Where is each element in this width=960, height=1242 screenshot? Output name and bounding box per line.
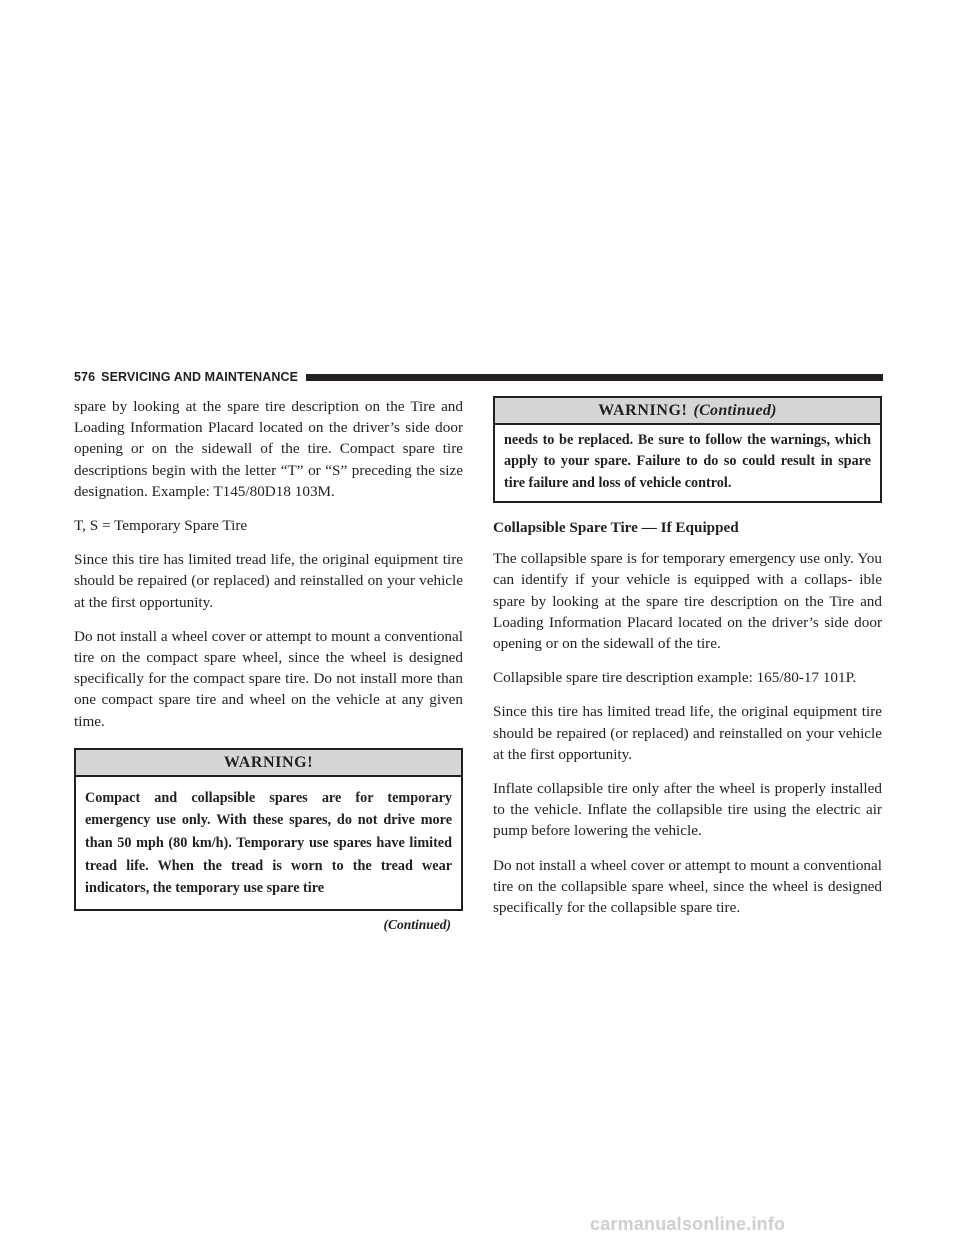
- page-header: [74, 369, 883, 385]
- section-title: SERVICING AND MAINTENANCE: [101, 370, 299, 384]
- paragraph: Collapsible spare tire description example: 165/80-17 101P.: [493, 669, 857, 687]
- section-subheading: Collapsible Spare Tire — If Equipped: [493, 519, 739, 537]
- warning-box: [74, 748, 463, 911]
- warning-title: [76, 750, 461, 777]
- paragraph: Inflate collapsible tire only after the wheel is properly installed to the vehicle. Inflate the collapsible tire using the electric air pump before lowering the vehicle.: [493, 780, 882, 840]
- header-rule: [306, 374, 883, 381]
- left-column: [74, 396, 463, 933]
- page-number: 576: [74, 370, 96, 384]
- warning-title: [495, 398, 880, 425]
- paragraph: Since this tire has limited tread life, the original equipment tire should be repaired (or replaced) and reinstalled on your vehicle at the first opportunity.: [493, 703, 882, 763]
- paragraph: Since this tire has limited tread life, the original equipment tire should be repaired (or replaced) and reinstalled on your vehicle at the first opportunity.: [74, 551, 463, 611]
- warning-title-text: WARNING!: [598, 402, 688, 419]
- right-column: [493, 396, 882, 931]
- paragraph: Do not install a wheel cover or attempt to mount a conventional tire on the compact spare wheel, since the wheel is designed specifically for the compact spare tire. Do not install more than one compact spare tire and wheel on the vehicle at any given time.: [74, 627, 463, 730]
- paragraph: The collapsible spare is for temporary emergency use only. You can identify if your vehicle is equipped with a collaps- ible spare by looking at the spare tire description on the Tire and Loading Information Placard located on the driver’s side door opening or on the sidewall of the tire.: [493, 550, 882, 653]
- warning-continued-label: (Continued): [693, 402, 777, 419]
- warning-text: needs to be replaced. Be sure to follow the warnings, which apply to your spare. Failure to do so could result in spare tire failure and loss of vehicle control.: [504, 432, 871, 491]
- warning-box-continued: [493, 396, 882, 503]
- paragraph: Do not install a wheel cover or attempt to mount a conventional tire on the collapsible spare wheel, since the wheel is designed specifically for the collapsible spare tire.: [493, 856, 882, 917]
- warning-text: Compact and collapsible spares are for temporary emergency use only. With these spares, do not drive more than 50 mph (80 km/h). Temporary use spares have limited tread life. When the tread is worn to the tread wear indicators, the temporary use spare tire: [85, 789, 452, 897]
- paragraph: T, S = Temporary Spare Tire: [74, 517, 248, 535]
- continued-label: (Continued): [383, 916, 451, 932]
- warning-title-text: WARNING!: [223, 753, 314, 771]
- watermark: carmanualsonline.info: [590, 1214, 786, 1234]
- paragraph: spare by looking at the spare tire description on the Tire and Loading Information Placard located on the driver’s side door opening or on the sidewall of the tire. Compact spare tire descriptions begin with the letter “T” or “S” preceding the size designation. Example: T145/80D18 103M.: [74, 398, 463, 500]
